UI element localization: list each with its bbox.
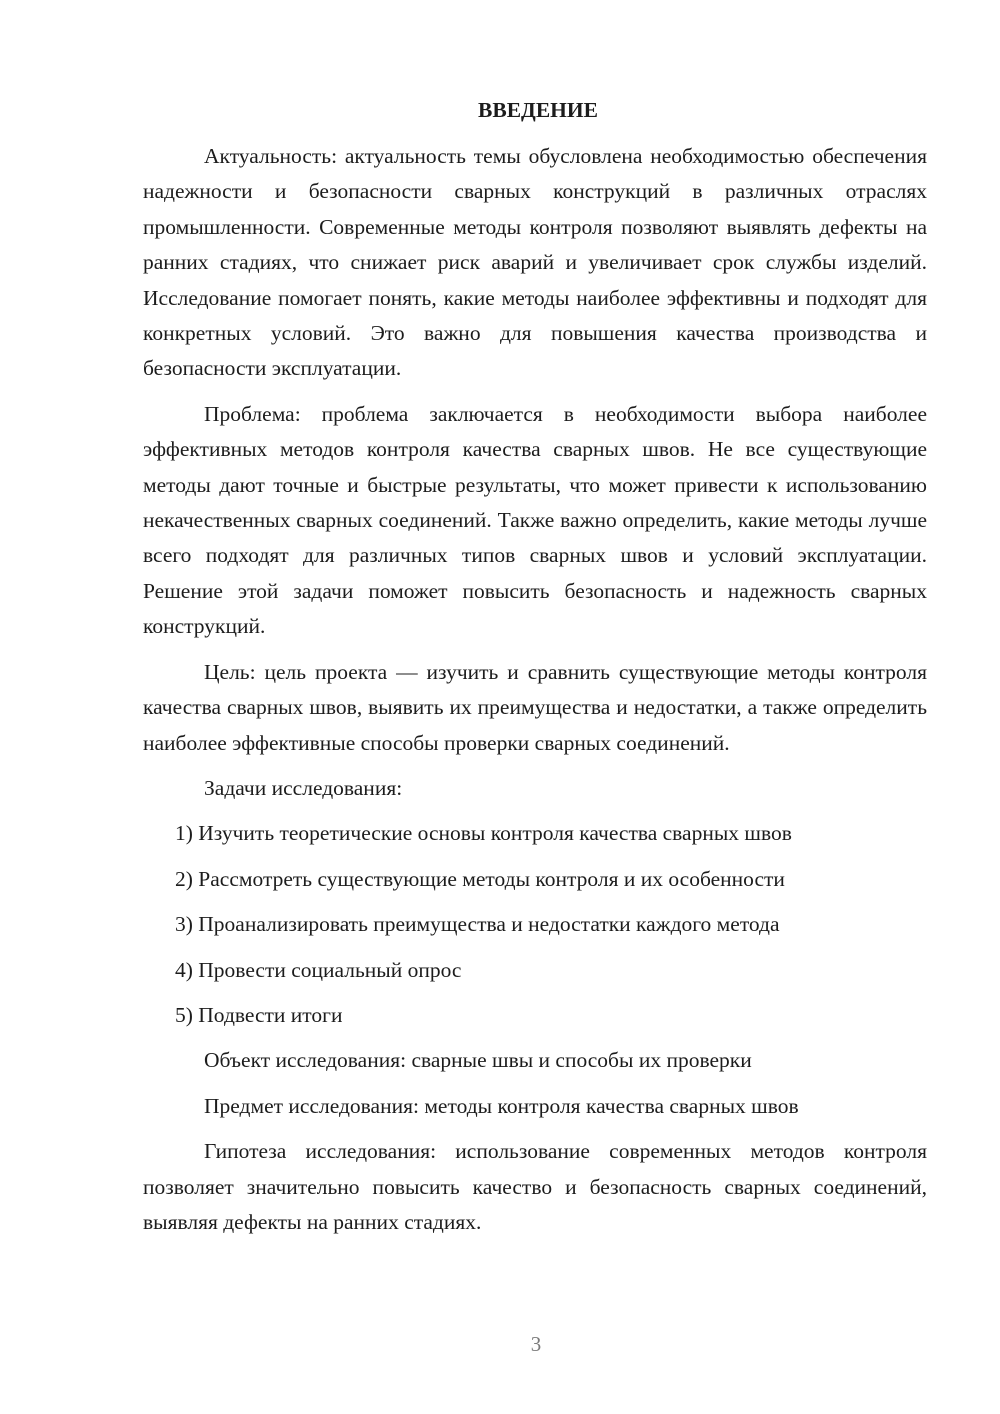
task-item: 1) Изучить теоретические основы контроля качества сварных швов	[175, 821, 792, 846]
page-title: ВВЕДЕНИЕ	[478, 98, 598, 122]
document-body	[143, 93, 927, 1250]
page-number: 3	[530, 1332, 542, 1356]
problem-paragraph: Проблема: проблема заключается в необходимости выбора наиболее эффективных методов контроля качества сварных швов. Не все существующие методы дают точные и быстрые результаты, что может привести к использованию некачественных сварных соединений. Также важно определить, какие методы лучше всего подходят для различных типов сварных швов и условий эксплуатации. Решение этой задачи поможет повысить безопасность и надежность сварных конструкций.	[143, 401, 927, 639]
task-item: 2) Рассмотреть существующие методы контроля и их особенности	[175, 866, 785, 891]
task-item: 4) Провести социальный опрос	[175, 957, 462, 982]
relevance-paragraph: Актуальность: актуальность темы обусловлена необходимостью обеспечения надежности и безопасности сварных конструкций в различных отраслях промышленности. Современные методы контроля позволяют выявлять дефекты на ранних стадиях, что снижает риск аварий и увеличивает срок службы изделий. Исследование помогает понять, какие методы наиболее эффективны и подходят для конкретных условий. Это важно для повышения качества производства и безопасности эксплуатации.	[143, 144, 927, 381]
tasks-title: Задачи исследования:	[204, 775, 403, 800]
research-object: Объект исследования: сварные швы и способы их проверки	[204, 1048, 752, 1073]
task-item: 5) Подвести итоги	[175, 1002, 343, 1027]
hypothesis-paragraph: Гипотеза исследования: использование современных методов контроля позволяет значительно повысить качество и безопасность сварных соединений, выявляя дефекты на ранних стадиях.	[143, 1139, 927, 1234]
task-item: 3) Проанализировать преимущества и недостатки каждого метода	[175, 912, 780, 937]
goal-paragraph: Цель: цель проекта — изучить и сравнить существующие методы контроля качества сварных швов, выявить их преимущества и недостатки, а также определить наиболее эффективные способы проверки сварных соединений.	[143, 659, 927, 755]
research-subject: Предмет исследования: методы контроля качества сварных швов	[204, 1093, 799, 1118]
